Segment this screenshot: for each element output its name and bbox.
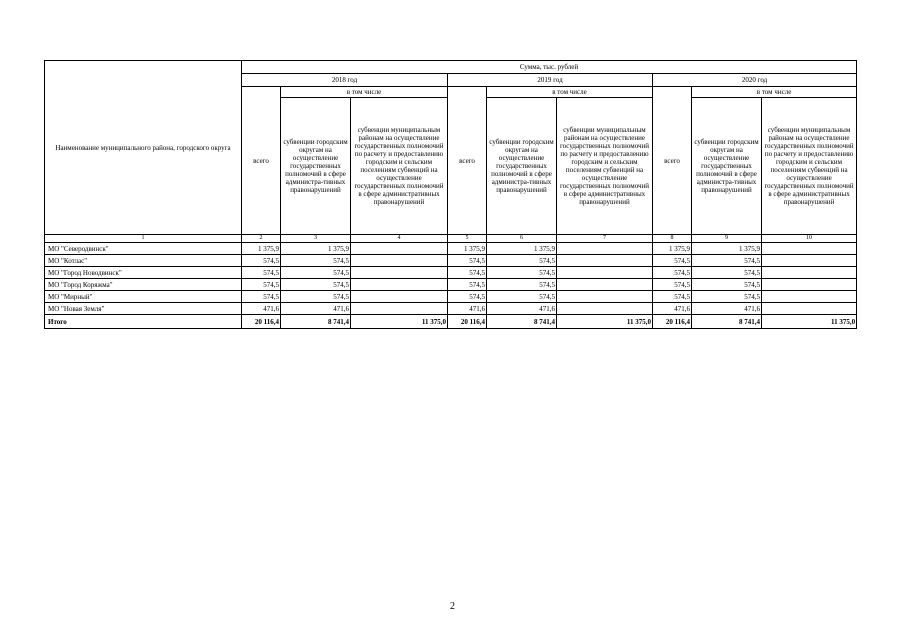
value-cell (557, 303, 653, 315)
municipality-name: МО "Мирный" (45, 291, 242, 303)
value-cell (762, 267, 857, 279)
header-name-column: Наименование муниципального района, городского округа (45, 61, 242, 235)
table-row (45, 291, 857, 303)
header-total-2018: всего (242, 87, 281, 235)
value-cell: 1 375,9 (281, 243, 351, 255)
value-cell: 471,6 (653, 303, 692, 315)
value-cell (351, 267, 448, 279)
value-cell: 574,5 (692, 255, 762, 267)
header-subvention-cities-2020: субвенции городским округам на осуществление государственных полномочий в сфере администра-тивных правонарушений (692, 98, 762, 235)
value-cell (351, 243, 448, 255)
header-subvention-districts-2018: субвенции муниципальным районам на осуществление государственных полномочий по расчету и предоставлению городским и сельским поселениям субвенций на осуществление государственных полномочий в сфере административных правонарушений (351, 98, 448, 235)
value-cell: 574,5 (448, 279, 487, 291)
value-cell: 574,5 (653, 279, 692, 291)
value-cell: 574,5 (281, 279, 351, 291)
page-number: 2 (450, 601, 455, 612)
total-value-cell: 8 741,4 (692, 315, 762, 329)
value-cell (557, 267, 653, 279)
value-cell (557, 255, 653, 267)
value-cell (557, 243, 653, 255)
value-cell: 574,5 (448, 267, 487, 279)
municipality-name: МО "Город Коряжма" (45, 279, 242, 291)
value-cell: 574,5 (281, 255, 351, 267)
value-cell: 574,5 (692, 279, 762, 291)
value-cell: 1 375,9 (692, 243, 762, 255)
municipality-name: МО "Котлас" (45, 255, 242, 267)
total-value-cell: 11 375,0 (762, 315, 857, 329)
header-subvention-cities-2018: субвенции городским округам на осуществление государственных полномочий в сфере администра-тивных правонарушений (281, 98, 351, 235)
value-cell (351, 303, 448, 315)
value-cell: 574,5 (281, 291, 351, 303)
column-number: 9 (692, 235, 762, 243)
total-value-cell: 20 116,4 (448, 315, 487, 329)
value-cell (762, 255, 857, 267)
table-row (45, 255, 857, 267)
value-cell (762, 279, 857, 291)
table-row (45, 243, 857, 255)
value-cell (557, 279, 653, 291)
column-number: 8 (653, 235, 692, 243)
header-total-2019: всего (448, 87, 487, 235)
value-cell (351, 255, 448, 267)
value-cell: 574,5 (242, 255, 281, 267)
total-label: Итого (45, 315, 242, 329)
value-cell: 574,5 (653, 255, 692, 267)
value-cell (351, 279, 448, 291)
value-cell: 574,5 (448, 255, 487, 267)
table-row (45, 279, 857, 291)
header-sum-title: Сумма, тыс. рублей (242, 61, 857, 74)
value-cell: 471,6 (281, 303, 351, 315)
value-cell: 574,5 (242, 267, 281, 279)
header-in-that-number-2018: в том числе (281, 87, 448, 98)
value-cell: 574,5 (487, 279, 557, 291)
header-total-2020: всего (653, 87, 692, 235)
header-subvention-districts-2020: субвенции муниципальным районам на осуществление государственных полномочий по расчету и предоставлению городским и сельским поселениям субвенций на осуществление государственных полномочий в сфере административных правонарушений (762, 98, 857, 235)
value-cell: 574,5 (242, 291, 281, 303)
header-year-2018: 2018 год (242, 74, 448, 87)
column-number-row (45, 235, 857, 243)
value-cell: 574,5 (487, 267, 557, 279)
column-number: 10 (762, 235, 857, 243)
value-cell: 574,5 (692, 291, 762, 303)
municipality-name: МО "Новая Земля" (45, 303, 242, 315)
total-value-cell: 11 375,0 (351, 315, 448, 329)
value-cell: 574,5 (448, 291, 487, 303)
value-cell: 574,5 (653, 291, 692, 303)
subvention-table (44, 60, 857, 329)
value-cell: 1 375,9 (487, 243, 557, 255)
column-number: 6 (487, 235, 557, 243)
header-year-2020: 2020 год (653, 74, 857, 87)
total-value-cell: 11 375,0 (557, 315, 653, 329)
value-cell (762, 303, 857, 315)
value-cell: 1 375,9 (448, 243, 487, 255)
header-in-that-number-2019: в том числе (487, 87, 653, 98)
municipality-name: МО "Город Новодвинск" (45, 267, 242, 279)
table-row (45, 267, 857, 279)
value-cell: 1 375,9 (653, 243, 692, 255)
value-cell: 471,6 (242, 303, 281, 315)
value-cell: 574,5 (281, 267, 351, 279)
column-number: 1 (45, 235, 242, 243)
value-cell: 574,5 (692, 267, 762, 279)
header-in-that-number-2020: в том числе (692, 87, 857, 98)
value-cell: 471,6 (692, 303, 762, 315)
value-cell (557, 291, 653, 303)
column-number: 5 (448, 235, 487, 243)
header-subvention-districts-2019: субвенции муниципальным районам на осуществление государственных полномочий по расчету и предоставлению городским и сельским поселениям субвенций на осуществление государственных полномочий в сфере административных правонарушений (557, 98, 653, 235)
table-row (45, 303, 857, 315)
value-cell: 574,5 (653, 267, 692, 279)
value-cell (762, 291, 857, 303)
value-cell: 471,6 (487, 303, 557, 315)
column-number: 7 (557, 235, 653, 243)
value-cell: 1 375,9 (242, 243, 281, 255)
value-cell (351, 291, 448, 303)
total-value-cell: 8 741,4 (487, 315, 557, 329)
total-value-cell: 20 116,4 (242, 315, 281, 329)
total-value-cell: 8 741,4 (281, 315, 351, 329)
column-number: 4 (351, 235, 448, 243)
header-subvention-cities-2019: субвенции городским округам на осуществление государственных полномочий в сфере администра-тивных правонарушений (487, 98, 557, 235)
column-number: 2 (242, 235, 281, 243)
total-value-cell: 20 116,4 (653, 315, 692, 329)
value-cell: 574,5 (242, 279, 281, 291)
header-year-2019: 2019 год (448, 74, 653, 87)
total-row (45, 315, 857, 329)
value-cell: 574,5 (487, 255, 557, 267)
column-number: 3 (281, 235, 351, 243)
value-cell: 471,6 (448, 303, 487, 315)
value-cell (762, 243, 857, 255)
value-cell: 574,5 (487, 291, 557, 303)
municipality-name: МО "Северодвинск" (45, 243, 242, 255)
